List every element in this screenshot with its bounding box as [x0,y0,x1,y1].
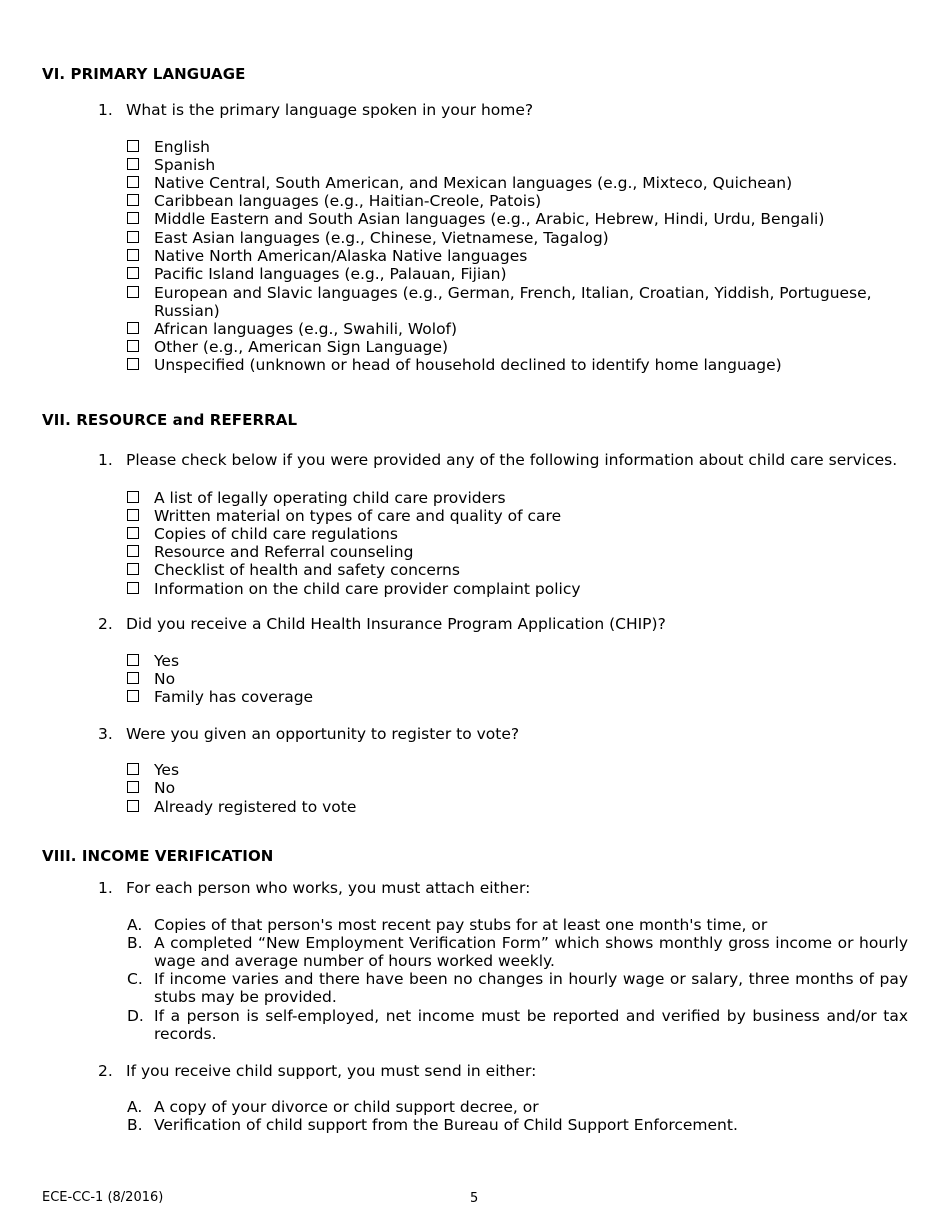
instruction-child-support: If you receive child support, you must send in either: [126,1062,537,1080]
question-child-care-info: Please check below if you were provided any of the following information about child care services. [126,451,898,469]
question-number: 1. [98,101,113,119]
checkbox-option-vote-yes[interactable] [127,761,907,779]
checkbox-option-native-north-american[interactable] [127,247,907,265]
instruction-working-person: For each person who works, you must attach either: [126,879,531,897]
checkbox-option-pacific-island[interactable] [127,265,907,283]
checkbox-option-vote-no[interactable] [127,779,907,797]
checkbox-option-counseling[interactable] [127,543,907,561]
checkbox[interactable] [127,527,139,539]
checkbox-option-health-safety[interactable] [127,561,907,579]
item-letter: D. [127,1007,144,1025]
option-label: Unspecified (unknown or head of household declined to identify home language) [154,356,782,374]
checkbox-option-other[interactable] [127,338,907,356]
checkbox[interactable] [127,654,139,666]
option-label: African languages (e.g., Swahili, Wolof) [154,320,458,338]
checkbox[interactable] [127,267,139,279]
checkbox[interactable] [127,800,139,812]
checkbox-option-chip-no[interactable] [127,670,907,688]
question-primary-language: What is the primary language spoken in your home? [126,101,534,119]
checkbox[interactable] [127,322,139,334]
checkbox[interactable] [127,249,139,261]
checkbox-option-complaint-policy[interactable] [127,580,907,598]
checkbox[interactable] [127,690,139,702]
checkbox-option-caribbean[interactable] [127,192,907,210]
question-number: 3. [98,725,113,743]
checkbox[interactable] [127,194,139,206]
option-label: Checklist of health and safety concerns [154,561,460,579]
item-letter: A. [127,1098,143,1116]
checkbox[interactable] [127,781,139,793]
item-text: If income varies and there have been no changes in hourly wage or salary, three months of pay stubs may be provided. [154,970,908,1006]
checkbox-option-provider-list[interactable] [127,489,907,507]
checkbox-option-african[interactable] [127,320,907,338]
item-text: If a person is self-employed, net income must be reported and verified by business and/or tax records. [154,1007,908,1043]
checkbox[interactable] [127,563,139,575]
section-heading-income-verification: VIII. INCOME VERIFICATION [42,847,274,865]
checkbox-option-middle-eastern[interactable] [127,210,907,228]
option-label: Written material on types of care and quality of care [154,507,562,525]
item-text: Verification of child support from the Bureau of Child Support Enforcement. [154,1116,738,1134]
question-number: 2. [98,615,113,633]
question-register-vote: Were you given an opportunity to register to vote? [126,725,520,743]
option-label: Native Central, South American, and Mexican languages (e.g., Mixteco, Quichean) [154,174,793,192]
item-letter: C. [127,970,143,988]
option-label: Resource and Referral counseling [154,543,414,561]
option-label: Family has coverage [154,688,314,706]
item-letter: B. [127,934,143,952]
option-label: East Asian languages (e.g., Chinese, Vietnamese, Tagalog) [154,229,609,247]
option-label: Pacific Island languages (e.g., Palauan, Fijian) [154,265,507,283]
checkbox-option-chip-coverage[interactable] [127,688,907,706]
checkbox-option-english[interactable] [127,138,907,156]
section-heading-primary-language: VI. PRIMARY LANGUAGE [42,65,246,83]
option-label: Middle Eastern and South Asian languages (e.g., Arabic, Hebrew, Hindi, Urdu, Bengali) [154,210,825,228]
checkbox-option-native-central-american[interactable] [127,174,907,192]
checkbox[interactable] [127,212,139,224]
checkbox-option-european-slavic[interactable] [127,284,907,320]
option-label: Information on the child care provider complaint policy [154,580,581,598]
item-letter: B. [127,1116,143,1134]
checkbox-option-spanish[interactable] [127,156,907,174]
checkbox[interactable] [127,582,139,594]
item-text: A copy of your divorce or child support decree, or [154,1098,539,1116]
page-number: 5 [470,1191,479,1206]
option-label: Caribbean languages (e.g., Haitian-Creole, Patois) [154,192,542,210]
question-number: 1. [98,451,113,469]
option-label: Yes [154,761,180,779]
checkbox-option-written-material[interactable] [127,507,907,525]
option-label: European and Slavic languages (e.g., German, French, Italian, Croatian, Yiddish, Portuguese, Russian) [154,284,872,320]
option-label: No [154,670,176,688]
checkbox[interactable] [127,672,139,684]
option-label: English [154,138,210,156]
item-text: Copies of that person's most recent pay stubs for at least one month's time, or [154,916,768,934]
option-label: Native North American/Alaska Native languages [154,247,528,265]
option-label: Already registered to vote [154,798,357,816]
checkbox-option-chip-yes[interactable] [127,652,907,670]
checkbox[interactable] [127,176,139,188]
checkbox-option-unspecified[interactable] [127,356,907,374]
form-id: ECE-CC-1 (8/2016) [42,1190,164,1205]
checkbox[interactable] [127,509,139,521]
checkbox[interactable] [127,340,139,352]
option-label: A list of legally operating child care providers [154,489,506,507]
checkbox[interactable] [127,158,139,170]
checkbox[interactable] [127,763,139,775]
checkbox-option-vote-registered[interactable] [127,798,907,816]
option-label: Copies of child care regulations [154,525,398,543]
option-label: Yes [154,652,180,670]
question-chip: Did you receive a Child Health Insurance Program Application (CHIP)? [126,615,666,633]
checkbox[interactable] [127,140,139,152]
question-number: 1. [98,879,113,897]
checkbox[interactable] [127,231,139,243]
checkbox[interactable] [127,358,139,370]
option-label: No [154,779,176,797]
option-label: Other (e.g., American Sign Language) [154,338,449,356]
item-text: A completed “New Employment Verification Form” which shows monthly gross income or hourly wage and average number of hours worked weekly. [154,934,908,970]
checkbox[interactable] [127,491,139,503]
option-label: Spanish [154,156,216,174]
checkbox[interactable] [127,545,139,557]
item-letter: A. [127,916,143,934]
checkbox-option-east-asian[interactable] [127,229,907,247]
checkbox-option-regulations[interactable] [127,525,907,543]
question-number: 2. [98,1062,113,1080]
section-heading-resource-referral: VII. RESOURCE and REFERRAL [42,411,298,429]
checkbox[interactable] [127,286,139,298]
